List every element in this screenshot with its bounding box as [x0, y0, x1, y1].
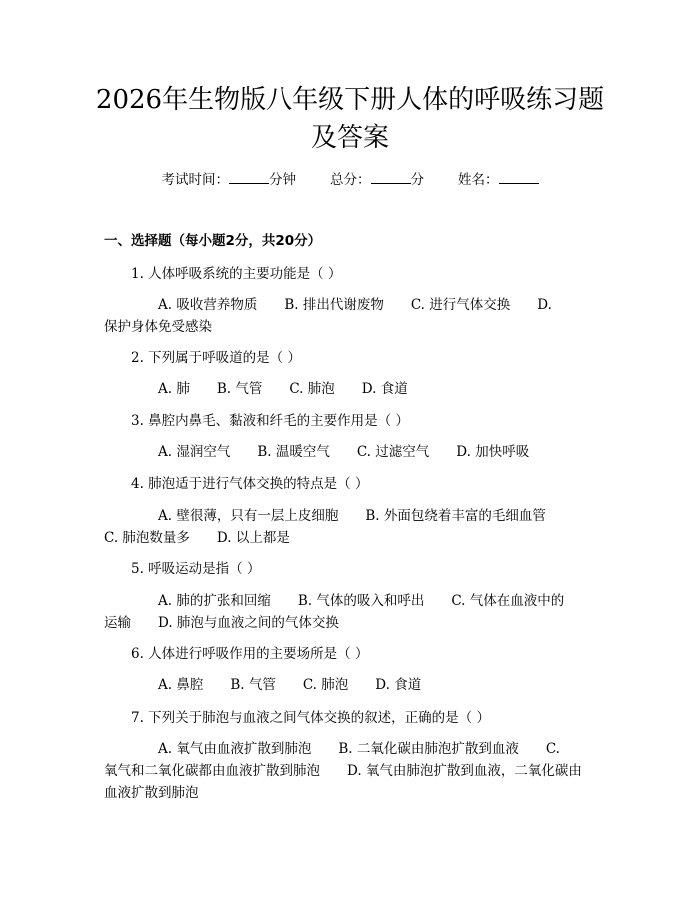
question-stem: 4. 肺泡适于进行气体交换的特点是（ ）	[131, 476, 369, 492]
question-options: A. 氧气由血液扩散到肺泡 B. 二氧化碳由肺泡扩散到血液 C.	[158, 741, 560, 757]
question-stem: 1. 人体呼吸系统的主要功能是（ ）	[131, 266, 342, 282]
name-label: 姓名：	[458, 172, 499, 188]
time-unit: 分钟	[269, 172, 296, 188]
question-options-continued: 氧气和二氧化碳都由血液扩散到肺泡 D. 氧气由肺泡扩散到血液，二氧化碳由	[104, 763, 582, 779]
question-options-continued: 血液扩散到肺泡	[104, 785, 199, 801]
question-options: A. 湿润空气 B. 温暖空气 C. 过滤空气 D. 加快呼吸	[158, 444, 530, 460]
question-options: A. 壁很薄，只有一层上皮细胞 B. 外面包绕着丰富的毛细血管	[158, 508, 546, 524]
question-options: A. 吸收营养物质 B. 排出代谢废物 C. 进行气体交换 D.	[158, 297, 552, 313]
time-blank[interactable]	[229, 171, 269, 184]
time-label: 考试时间：	[161, 172, 229, 188]
question-options: A. 肺 B. 气管 C. 肺泡 D. 食道	[158, 381, 408, 397]
page-title: 2026年生物版八年级下册人体的呼吸练习题	[95, 85, 605, 115]
question-options: A. 肺的扩张和回缩 B. 气体的吸入和呼出 C. 气体在血液中的	[158, 593, 565, 609]
exam-info-line	[0, 168, 700, 188]
name-blank[interactable]	[499, 171, 539, 184]
score-blank[interactable]	[371, 171, 411, 184]
section-heading: 一、选择题（每小题2分，共20分）	[104, 233, 322, 249]
question-options-continued: C. 肺泡数量多 D. 以上都是	[104, 530, 290, 546]
question-stem: 7. 下列关于肺泡与血液之间气体交换的叙述，正确的是（ ）	[131, 710, 490, 726]
question-stem: 5. 呼吸运动是指（ ）	[131, 561, 261, 577]
question-stem: 2. 下列属于呼吸道的是（ ）	[131, 350, 301, 366]
page-title-continued: 及答案	[310, 123, 389, 153]
question-options: A. 鼻腔 B. 气管 C. 肺泡 D. 食道	[158, 677, 422, 693]
score-label: 总分：	[330, 172, 371, 188]
question-stem: 3. 鼻腔内鼻毛、黏液和纤毛的主要作用是（ ）	[131, 413, 409, 429]
question-stem: 6. 人体进行呼吸作用的主要场所是（ ）	[131, 646, 369, 662]
question-options-continued: 保护身体免受感染	[104, 319, 212, 335]
question-options-continued: 运输 D. 肺泡与血液之间的气体交换	[104, 615, 339, 631]
score-unit: 分	[410, 172, 424, 188]
